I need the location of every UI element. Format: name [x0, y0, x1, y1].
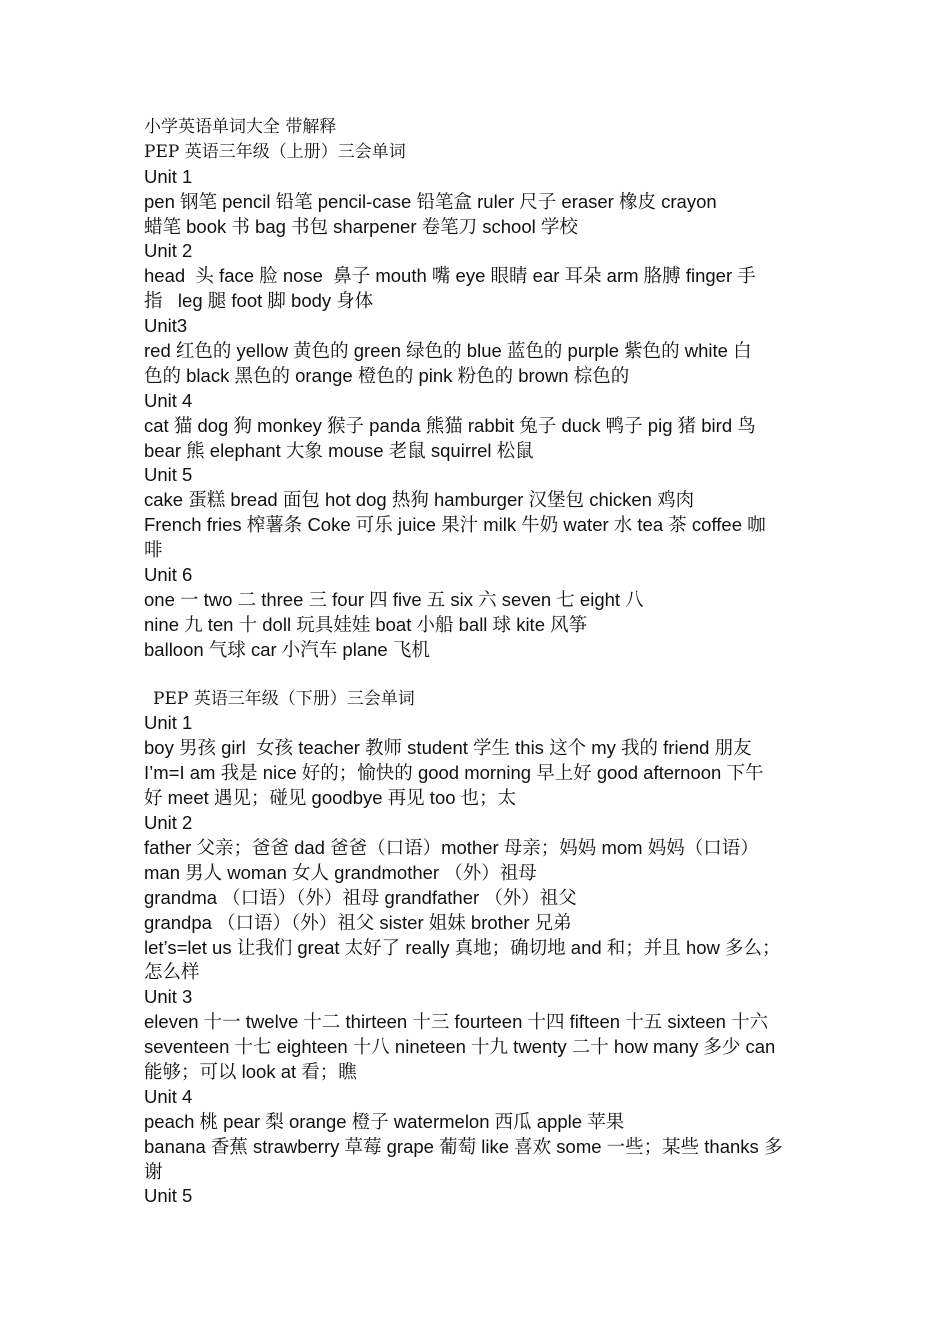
unit-heading: Unit3 [144, 315, 188, 337]
unit-heading: Unit 2 [144, 240, 193, 262]
vocab-line: 啡 [144, 539, 163, 561]
unit-heading: Unit 1 [144, 712, 193, 734]
vocab-line: 指 leg 腿 foot 脚 body 身体 [144, 290, 374, 312]
unit-heading: Unit 2 [144, 812, 193, 834]
vocab-line: let’s=let us 让我们 great 太好了 really 真地；确切地 and 和；并且 how 多么； [144, 936, 781, 958]
vocab-line: grandma （口语）（外）祖母 grandfather （外）祖父 [144, 886, 577, 908]
vocab-line: red 红色的 yellow 黄色的 green 绿色的 blue 蓝色的 purple 紫色的 white 白 [144, 340, 752, 362]
vocab-line: nine 九 ten 十 doll 玩具娃娃 boat 小船 ball 球 kite 风筝 [144, 613, 588, 635]
vocab-line: man 男人 woman 女人 grandmother （外）祖母 [144, 861, 537, 883]
vocab-line: head 头 face 脸 nose 鼻子 mouth 嘴 eye 眼睛 ear 耳朵 arm 胳膊 finger 手 [144, 265, 756, 287]
unit-heading: Unit 4 [144, 389, 193, 411]
vocab-line: French fries 榨薯条 Coke 可乐 juice 果汁 milk 牛奶 water 水 tea 茶 coffee 咖 [144, 514, 766, 536]
section-grade3-vol2 [144, 687, 809, 1210]
vocab-line: 蜡笔 book 书 bag 书包 sharpener 卷笔刀 school 学校 [144, 215, 578, 237]
unit-heading: Unit 6 [144, 564, 193, 586]
unit-heading: Unit 5 [144, 464, 193, 486]
vocab-line: peach 桃 pear 梨 orange 橙子 watermelon 西瓜 apple 苹果 [144, 1110, 625, 1132]
section-gap [144, 663, 809, 687]
vocab-line: bear 熊 elephant 大象 mouse 老鼠 squirrel 松鼠 [144, 439, 534, 461]
vocab-line: pen 钢笔 pencil 铅笔 pencil-case 铅笔盒 ruler 尺子 eraser 橡皮 crayon [144, 190, 717, 212]
section-grade3-vol1 [144, 140, 809, 663]
unit-heading: Unit 5 [144, 1185, 193, 1207]
vocab-line: 好 meet 遇见；碰见 goodbye 再见 too 也；太 [144, 787, 517, 809]
vocab-line: father 父亲；爸爸 dad 爸爸（口语）mother 母亲；妈妈 mom 妈妈（口语） [144, 836, 759, 858]
vocab-line: 谢 [144, 1160, 163, 1182]
vocab-line: 色的 black 黑色的 orange 橙色的 pink 粉色的 brown 棕色的 [144, 364, 630, 386]
section-heading: PEP 英语三年级（上册）三会单词 [144, 141, 406, 162]
vocab-line: balloon 气球 car 小汽车 plane 飞机 [144, 638, 430, 660]
vocab-line: banana 香蕉 strawberry 草莓 grape 葡萄 like 喜欢 some 一些；某些 thanks 多 [144, 1135, 783, 1157]
vocab-line: one 一 two 二 three 三 four 四 five 五 six 六 seven 七 eight 八 [144, 588, 644, 610]
unit-heading: Unit 4 [144, 1085, 193, 1107]
vocab-line: 怎么样 [144, 961, 200, 983]
vocab-line: cat 猫 dog 狗 monkey 猴子 panda 熊猫 rabbit 兔子 duck 鸭子 pig 猪 bird 鸟 [144, 414, 756, 436]
vocab-line: boy 男孩 girl 女孩 teacher 教师 student 学生 this 这个 my 我的 friend 朋友 [144, 737, 752, 759]
section-heading: PEP 英语三年级（下册）三会单词 [153, 688, 415, 709]
vocab-line: eleven 十一 twelve 十二 thirteen 十三 fourteen 十四 fifteen 十五 sixteen 十六 [144, 1011, 769, 1033]
vocab-line: seventeen 十七 eighteen 十八 nineteen 十九 twenty 二十 how many 多少 can [144, 1036, 776, 1058]
vocab-line: grandpa （口语）（外）祖父 sister 姐妹 brother 兄弟 [144, 911, 572, 933]
unit-heading: Unit 1 [144, 165, 193, 187]
document-title: 小学英语单词大全 带解释 [144, 117, 337, 137]
document-page [144, 115, 809, 1209]
unit-heading: Unit 3 [144, 986, 193, 1008]
vocab-line: 能够；可以 look at 看；瞧 [144, 1060, 357, 1082]
vocab-line: cake 蛋糕 bread 面包 hot dog 热狗 hamburger 汉堡包 chicken 鸡肉 [144, 489, 695, 511]
vocab-line: I’m=I am 我是 nice 好的；愉快的 good morning 早上好 good afternoon 下午 [144, 762, 764, 784]
